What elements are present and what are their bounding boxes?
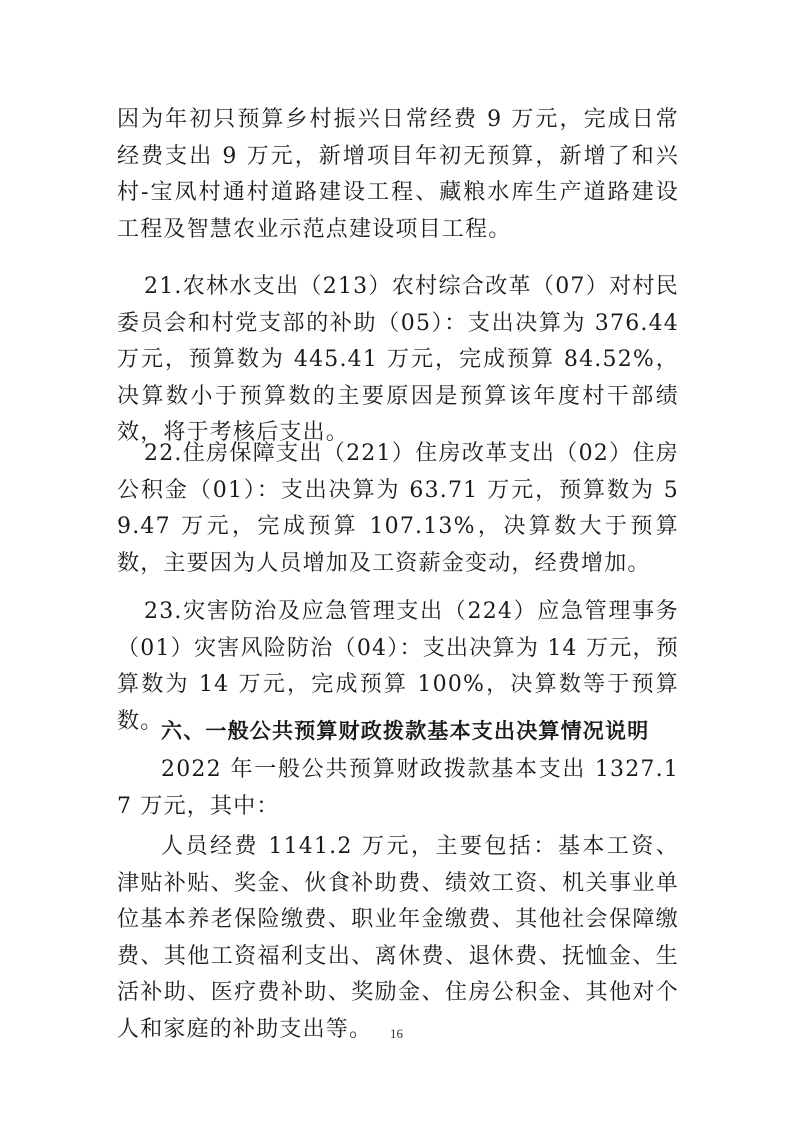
paragraph-item-22-housing: 22.住房保障支出（221）住房改革支出（02）住房公积金（01）：支出决算为 63.71 万元，预算数为 59.47 万元，完成预算 107.13%，决算数大于预算数，主要因为人员增加及工资薪金变动，经费增加。 xyxy=(117,441,679,576)
section-heading-six: 六、一般公共预算财政拨款基本支出决算情况说明 xyxy=(161,719,650,743)
paragraph-item-23-disaster: 23.灾害防治及应急管理支出（224）应急管理事务（01）灾害风险防治（04）：支出决算为 14 万元，预算数为 14 万元，完成预算 100%，决算数等于预算数。 xyxy=(117,599,679,734)
paragraph-rural-revitalization: 因为年初只预算乡村振兴日常经费 9 万元，完成日常经费支出 9 万元，新增项目年初无预算，新增了和兴村-宝凤村通村道路建设工程、藏粮水库生产道路建设工程及智慧农业示范点建设项目工程。 xyxy=(117,107,679,242)
page-number: 16 xyxy=(390,1026,403,1041)
paragraph-basic-expenditure: 2022 年一般公共预算财政拨款基本支出 1327.17 万元，其中： xyxy=(117,757,679,819)
paragraph-item-21-agriculture: 21.农林水支出（213）农村综合改革（07）对村民委员会和村党支部的补助（05）：支出决算为 376.44 万元，预算数为 445.41 万元，完成预算 84.52%，决算数小于预算数的主要原因是预算该年度村干部绩效，将于考核后支出。 xyxy=(117,274,679,445)
paragraph-personnel-expenses: 人员经费 1141.2 万元，主要包括：基本工资、津贴补贴、奖金、伙食补助费、绩效工资、机关事业单位基本养老保险缴费、职业年金缴费、其他社会保障缴费、其他工资福利支出、离休费、退休费、抚恤金、生活补助、医疗费补助、奖励金、住房公积金、其他对个人和家庭的补助支出等。 xyxy=(117,834,679,1042)
